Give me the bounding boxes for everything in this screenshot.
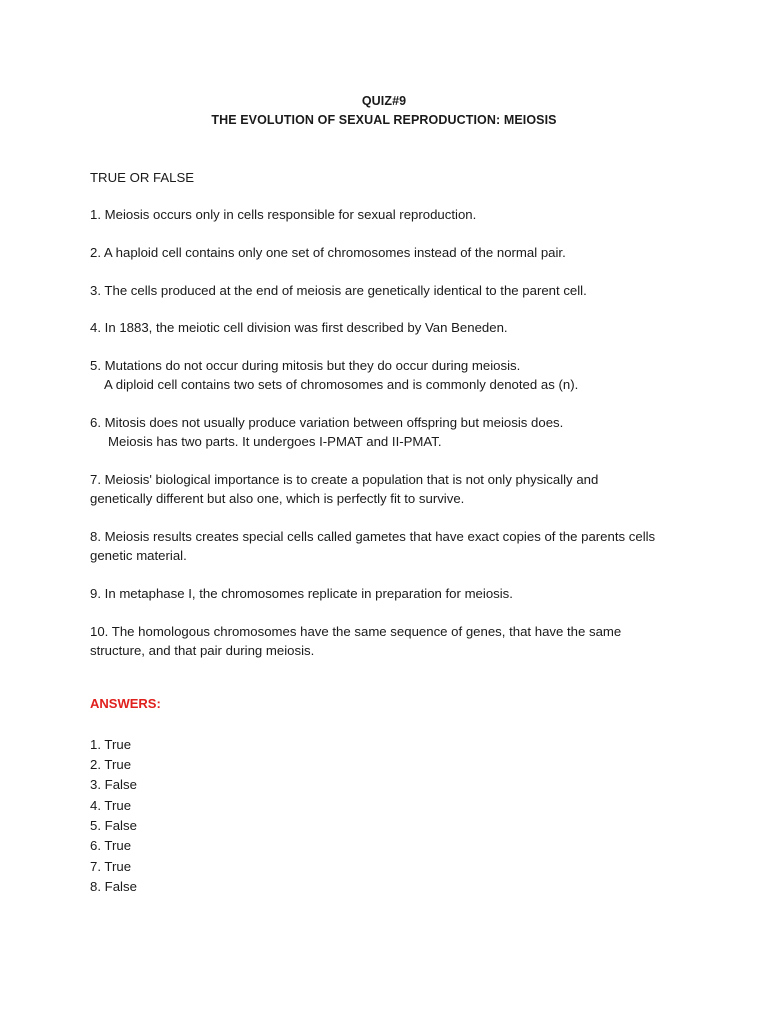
answer-4: 4. True xyxy=(90,798,132,813)
question-10-line-2: structure, and that pair during meiosis. xyxy=(90,643,315,658)
answer-7: 7. True xyxy=(90,859,132,874)
section-label: TRUE OR FALSE xyxy=(90,170,195,185)
answer-2: 2. True xyxy=(90,757,132,772)
question-2: 2. A haploid cell contains only one set of chromosomes instead of the normal pair. xyxy=(90,245,566,260)
question-4: 4. In 1883, the meiotic cell division was first described by Van Beneden. xyxy=(90,320,508,335)
question-10: 10. The homologous chromosomes have the same sequence of genes, that have the same xyxy=(90,624,622,639)
answer-6: 6. True xyxy=(90,838,132,853)
answers-heading: ANSWERS: xyxy=(90,696,161,711)
question-6-line-2: Meiosis has two parts. It undergoes I-PMAT and II-PMAT. xyxy=(108,434,442,449)
question-7-line-2: genetically different but also one, which is perfectly fit to survive. xyxy=(90,491,465,506)
question-6: 6. Mitosis does not usually produce variation between offspring but meiosis does. xyxy=(90,415,564,430)
question-8: 8. Meiosis results creates special cells called gametes that have exact copies of the parents cells xyxy=(90,529,656,544)
question-5: 5. Mutations do not occur during mitosis but they do occur during meiosis. xyxy=(90,358,521,373)
answer-8: 8. False xyxy=(90,879,137,894)
answer-1: 1. True xyxy=(90,737,132,752)
quiz-number: QUIZ#9 xyxy=(361,94,407,108)
question-9: 9. In metaphase I, the chromosomes replicate in preparation for meiosis. xyxy=(90,586,513,601)
answer-5: 5. False xyxy=(90,818,137,833)
answer-3: 3. False xyxy=(90,777,137,792)
question-7: 7. Meiosis' biological importance is to create a population that is not only physically and xyxy=(90,472,599,487)
quiz-title: THE EVOLUTION OF SEXUAL REPRODUCTION: MEIOSIS xyxy=(211,113,557,127)
question-1: 1. Meiosis occurs only in cells responsible for sexual reproduction. xyxy=(90,207,477,222)
question-3: 3. The cells produced at the end of meiosis are genetically identical to the parent cell. xyxy=(90,283,587,298)
question-8-line-2: genetic material. xyxy=(90,548,187,563)
question-5-line-2: A diploid cell contains two sets of chromosomes and is commonly denoted as (n). xyxy=(104,377,579,392)
